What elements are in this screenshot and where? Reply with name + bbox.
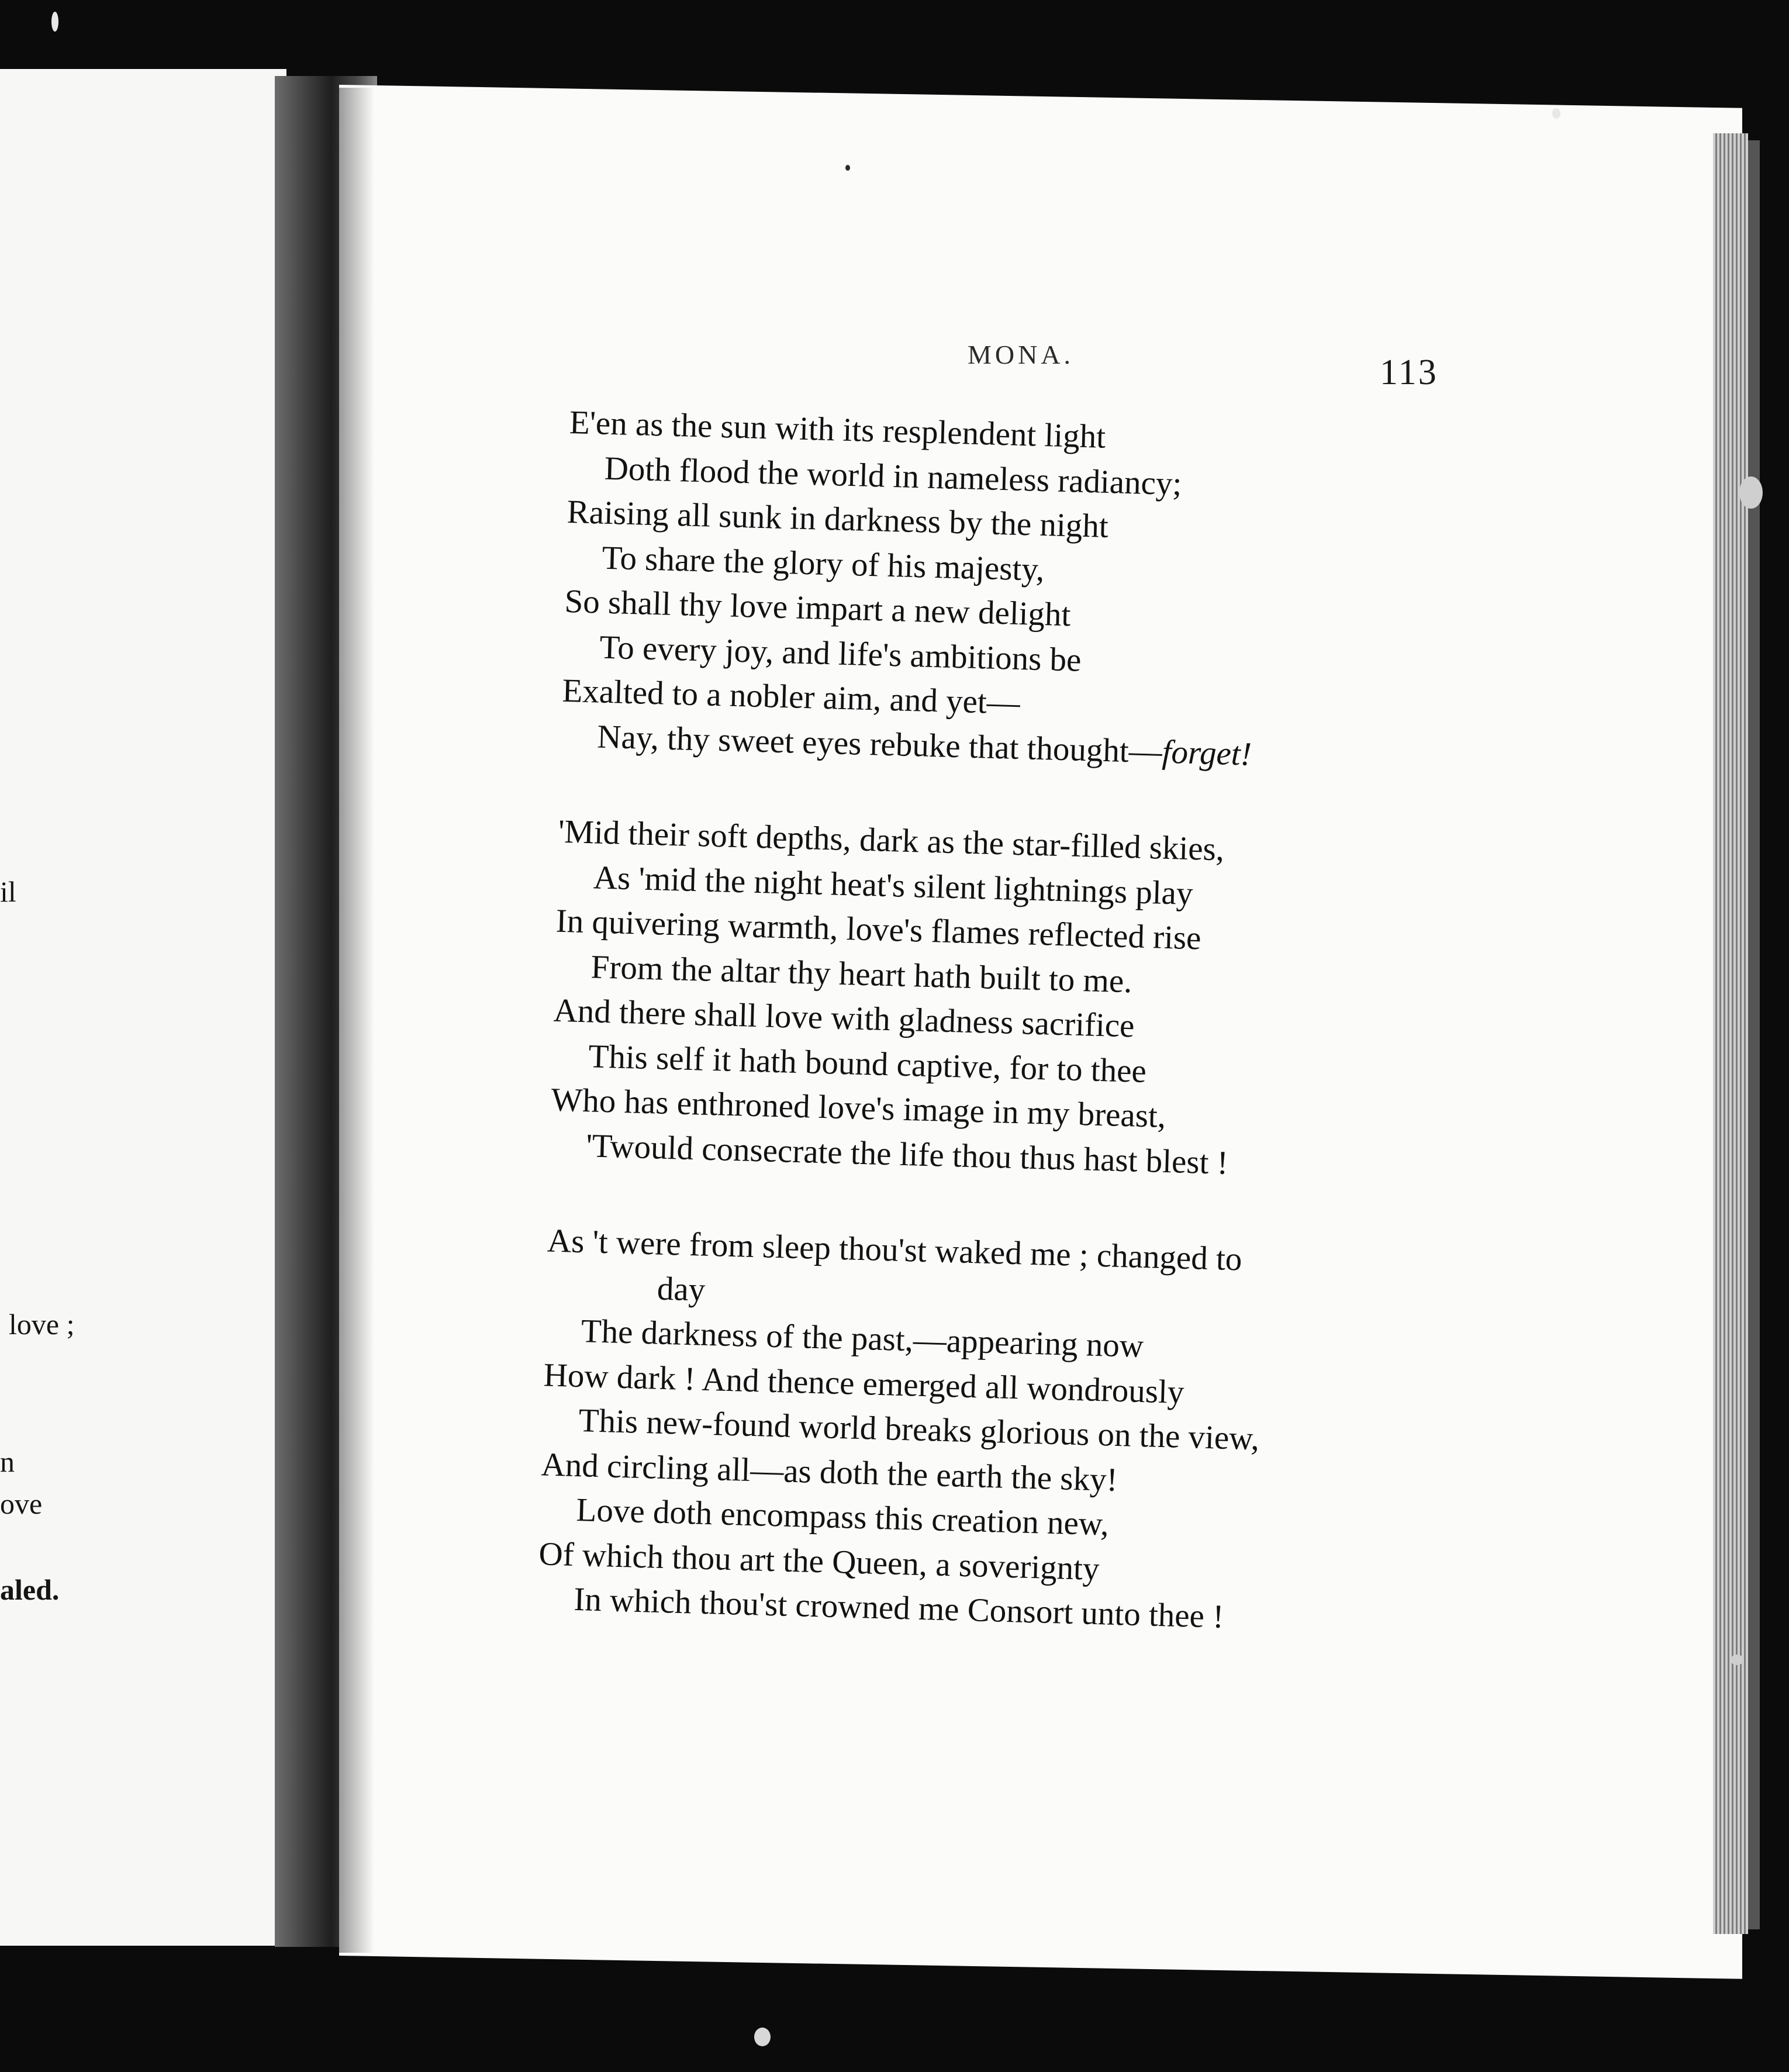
stanza bbox=[560, 400, 1669, 788]
poem-line: 'Mid their soft depths, dark as the star-filled skies, bbox=[558, 813, 1225, 868]
poem-line: From the altar thy heart hath built to me. bbox=[590, 948, 1133, 1000]
poem-line: Raising all sunk in darkness by the night bbox=[566, 493, 1109, 545]
poem-line: Exalted to a nobler aim, and yet— bbox=[561, 672, 1021, 721]
poem-line: In which thou'st crowned me Consort unto thee ! bbox=[573, 1580, 1225, 1635]
scan-speck bbox=[1739, 476, 1763, 509]
poem-line: And circling all—as doth the earth the sky! bbox=[540, 1445, 1118, 1498]
running-head: MONA. bbox=[968, 340, 1075, 369]
page-number: 113 bbox=[1380, 353, 1438, 392]
poem-text bbox=[536, 400, 1669, 1703]
poem-line: To every joy, and life's ambitions be bbox=[599, 628, 1082, 679]
poem-line-text: Nay, thy sweet eyes rebuke that thought— bbox=[596, 717, 1163, 771]
poem-line: As 'mid the night heat's silent lightnings play bbox=[593, 858, 1194, 912]
left-page bbox=[0, 69, 286, 1946]
poem-line: This new-found world breaks glorious on the view, bbox=[578, 1402, 1260, 1458]
page-inner-shadow bbox=[339, 88, 374, 1953]
poem-line: Who has enthroned love's image in my breast, bbox=[550, 1081, 1166, 1135]
poem-line: This self it hath bound captive, for to thee bbox=[588, 1037, 1147, 1090]
stanza bbox=[550, 810, 1658, 1197]
poem-line: To share the glory of his majesty, bbox=[601, 539, 1045, 588]
poem-line: The darkness of the past,—appearing now bbox=[581, 1313, 1144, 1365]
poem-line: Doth flood the world in nameless radiancy; bbox=[604, 450, 1183, 502]
poem-line: Love doth encompass this creation new, bbox=[575, 1491, 1110, 1543]
scan-speck bbox=[1731, 1655, 1743, 1665]
left-page-fragment: love ; bbox=[9, 1308, 75, 1341]
scan-speck bbox=[51, 12, 58, 32]
left-page-fragment: n bbox=[0, 1445, 15, 1478]
scan-speck bbox=[845, 165, 850, 171]
poem-line: 'Twould consecrate the life thou thus hast blest ! bbox=[585, 1127, 1229, 1182]
scan-speck bbox=[1552, 108, 1560, 119]
poem-line: As 't were from sleep thou'st waked me ; changed to bbox=[547, 1222, 1243, 1278]
poem-line-emphasis: forget! bbox=[1161, 733, 1252, 773]
poem-line: day bbox=[657, 1270, 706, 1308]
cover-edge bbox=[1748, 140, 1760, 1929]
page-edges bbox=[1713, 133, 1748, 1934]
left-page-fragment: il bbox=[0, 875, 16, 908]
poem-line: E'en as the sun with its resplendent light bbox=[569, 403, 1106, 455]
left-page-fragment: aled. bbox=[0, 1573, 60, 1606]
scan-speck bbox=[754, 2028, 771, 2046]
poem-line: How dark ! And thence emerged all wondrously bbox=[543, 1356, 1185, 1411]
left-page-fragment: ove bbox=[0, 1487, 43, 1520]
poem-line: So shall thy love impart a new delight bbox=[564, 582, 1072, 634]
poem-line: And there shall love with gladness sacrifice bbox=[552, 992, 1135, 1045]
poem-line: In quivering warmth, love's flames reflected rise bbox=[555, 902, 1202, 957]
stanza bbox=[537, 1218, 1647, 1650]
poem-line: Of which thou art the Queen, a soverignty bbox=[538, 1535, 1100, 1587]
